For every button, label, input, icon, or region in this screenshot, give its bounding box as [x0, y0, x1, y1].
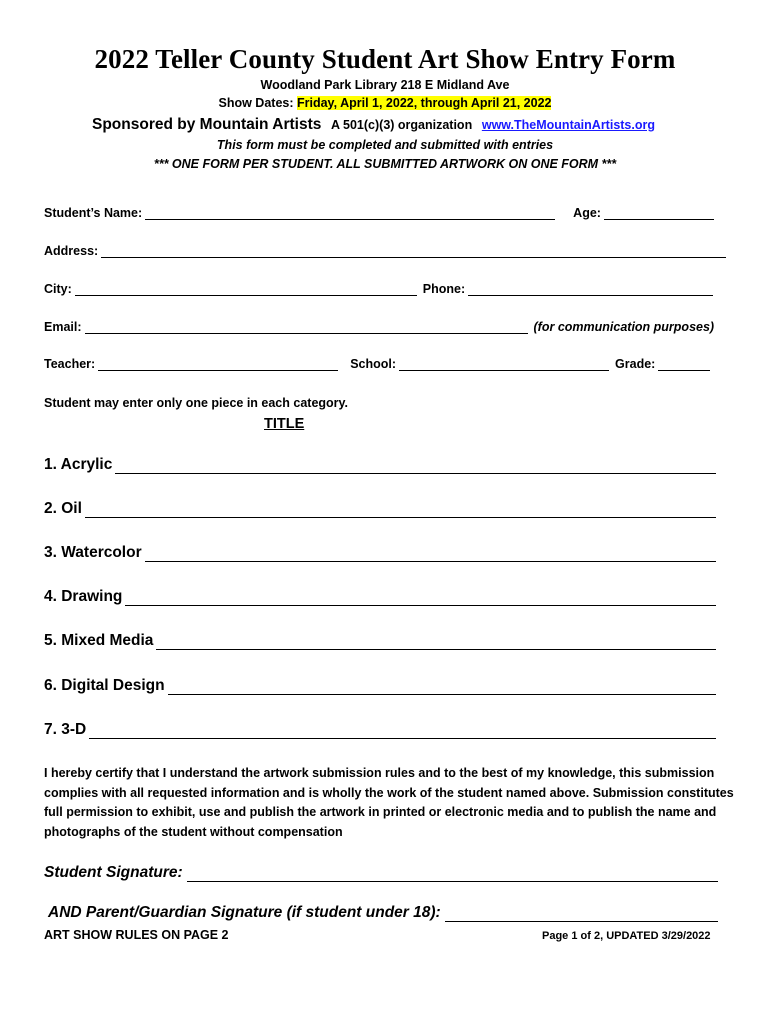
phone-label: Phone: [422, 282, 466, 296]
category-row-mixed-media [44, 632, 716, 650]
address-field[interactable] [101, 245, 726, 258]
student-info-row-teacher [44, 357, 734, 371]
email-note: (for communication purposes) [533, 320, 715, 334]
age-label: Age: [573, 206, 601, 220]
student-name-field[interactable] [145, 207, 555, 220]
category-title-field[interactable] [156, 634, 716, 650]
student-name-label: Student’s Name: [44, 206, 143, 220]
show-dates-label: Show Dates: [218, 96, 297, 110]
phone-field[interactable] [468, 283, 713, 296]
teacher-label: Teacher: [44, 357, 96, 371]
sponsor-line [92, 116, 655, 134]
student-info-row-city [44, 282, 726, 296]
category-row-oil [44, 500, 716, 518]
org-type: A 501(c)(3) organization [330, 118, 473, 132]
category-row-watercolor [44, 544, 716, 562]
website-link[interactable]: www.TheMountainArtists.org [481, 118, 655, 132]
student-signature-row [44, 864, 718, 882]
category-label: 3. Watercolor [44, 544, 142, 561]
category-label: 1. Acrylic [44, 456, 113, 473]
category-row-drawing [44, 588, 716, 606]
title-heading: TITLE [264, 416, 305, 432]
teacher-field[interactable] [98, 358, 338, 371]
venue-line: Woodland Park Library 218 E Midland Ave [260, 78, 510, 92]
student-info-row-address [44, 244, 726, 258]
email-field[interactable] [85, 321, 528, 334]
show-dates-line [0, 96, 770, 110]
show-dates-value: Friday, April 1, 2022, through April 21, 2022 [297, 96, 552, 110]
category-row-digital-design [44, 677, 716, 695]
category-title-field[interactable] [89, 723, 716, 739]
address-label: Address: [44, 244, 99, 258]
category-title-field[interactable] [145, 546, 716, 562]
category-row-3d [44, 721, 716, 739]
city-label: City: [44, 282, 72, 296]
student-signature-field[interactable] [187, 866, 718, 882]
category-label: 4. Drawing [44, 588, 123, 605]
school-label: School: [350, 357, 397, 371]
city-field[interactable] [75, 283, 417, 296]
parent-signature-label: AND Parent/Guardian Signature (if student under 18): [48, 904, 441, 921]
footer-rules-note: ART SHOW RULES ON PAGE 2 [44, 928, 229, 942]
sponsor-name: Sponsored by Mountain Artists [92, 116, 322, 133]
parent-signature-row [48, 904, 718, 922]
student-info-row-email [44, 320, 734, 334]
parent-signature-field[interactable] [445, 906, 718, 922]
student-info-row-name [44, 206, 726, 220]
one-form-notice: *** ONE FORM PER STUDENT. ALL SUBMITTED ARTWORK ON ONE FORM *** [153, 157, 617, 171]
category-row-acrylic [44, 456, 716, 474]
category-label: 2. Oil [44, 500, 82, 517]
student-signature-label: Student Signature: [44, 864, 183, 881]
school-field[interactable] [399, 358, 609, 371]
category-label: 5. Mixed Media [44, 632, 154, 649]
grade-label: Grade: [615, 357, 656, 371]
category-title-field[interactable] [85, 502, 716, 518]
age-field[interactable] [604, 207, 714, 220]
entries-instruction: Student may enter only one piece in each category. [44, 396, 349, 410]
form-title: 2022 Teller County Student Art Show Entry Form [94, 44, 676, 74]
certification-text: I hereby certify that I understand the artwork submission rules and to the best of my knowledge, this submission complies with all requested information and is wholly the work of the student named above. Submission constitutes full permission to exhibit, use and publish the artwork in printed or electronic media and to publish the name and photographs of the student without compensation [44, 766, 734, 839]
category-label: 6. Digital Design [44, 677, 165, 694]
email-label: Email: [44, 320, 82, 334]
instruction-text: This form must be completed and submitted with entries [216, 138, 554, 152]
category-title-field[interactable] [168, 679, 716, 695]
footer-page-number: Page 1 of 2, UPDATED 3/29/2022 [542, 930, 711, 942]
category-label: 7. 3-D [44, 721, 87, 738]
category-title-field[interactable] [125, 590, 716, 606]
grade-field[interactable] [658, 358, 710, 371]
category-title-field[interactable] [115, 458, 716, 474]
